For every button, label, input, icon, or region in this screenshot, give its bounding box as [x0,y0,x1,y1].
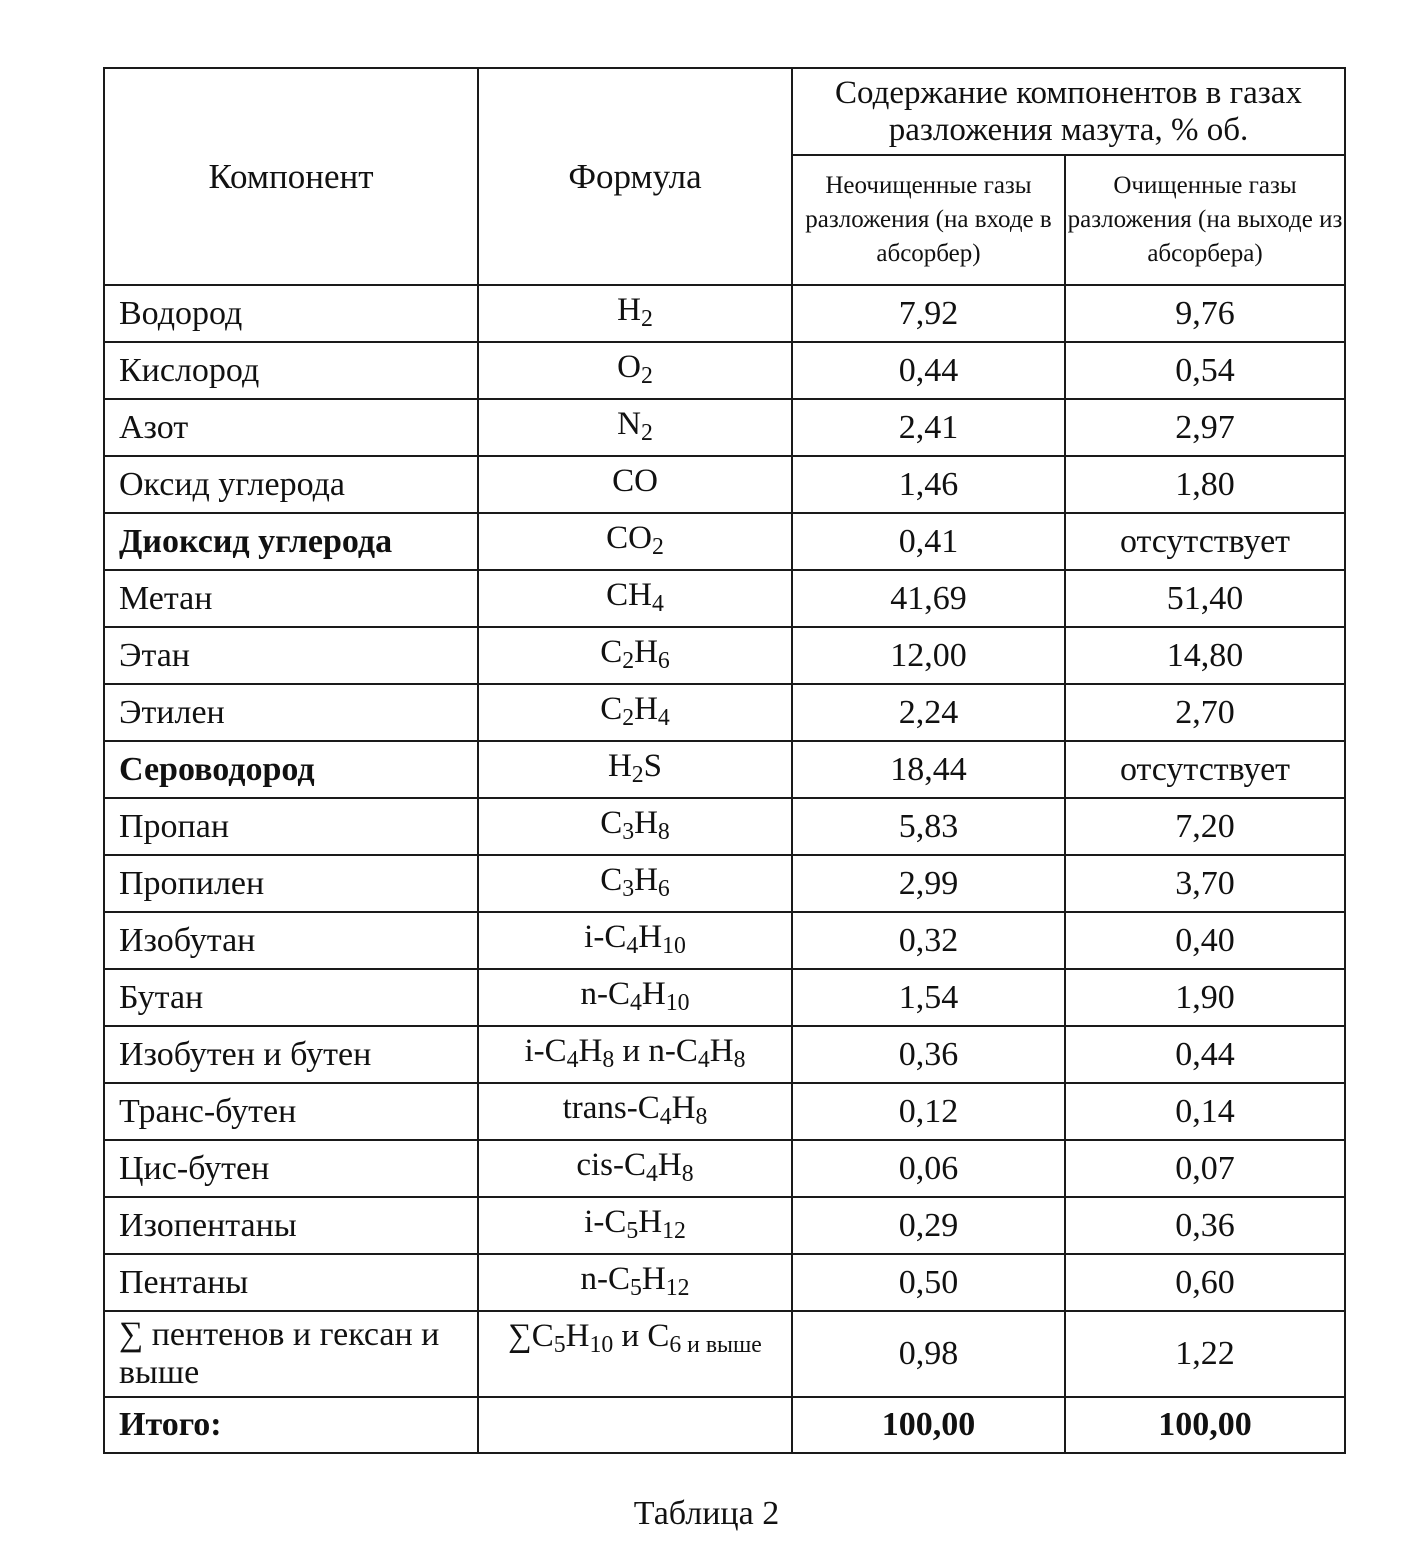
component-formula [478,1083,792,1140]
formula-part: ∑C [508,1318,554,1354]
component-formula [478,741,792,798]
formula-part: 4 [651,590,664,617]
raw-value: 2,24 [792,684,1065,741]
formula-part: n-C [580,1261,631,1297]
formula-part: CO [606,520,652,556]
composition-table [103,67,1346,1454]
formula-part: и n-C [614,1033,698,1069]
formula-part: H [565,1318,590,1354]
table-row [104,1254,1345,1311]
clean-value: 2,70 [1065,684,1345,741]
formula-part: C [600,691,623,727]
component-formula [478,1311,792,1397]
table-row [104,399,1345,456]
formula-part: 4 [659,1103,672,1130]
clean-value: 3,70 [1065,855,1345,912]
formula-part: 5 [553,1331,566,1358]
component-name: ∑ пентенов и гексан и выше [104,1311,478,1397]
raw-value: 5,83 [792,798,1065,855]
formula-part: 5 [630,1274,642,1301]
component-formula [478,1026,792,1083]
component-name: Этилен [104,684,478,741]
clean-value: 9,76 [1065,285,1345,342]
raw-value: 0,41 [792,513,1065,570]
raw-value: 1,54 [792,969,1065,1026]
formula-part: 8 [681,1160,694,1187]
component-name: Азот [104,399,478,456]
table-body [104,285,1345,1453]
component-formula [478,855,792,912]
component-formula [478,798,792,855]
table-row [104,456,1345,513]
formula-part: n-C [580,976,631,1012]
component-name: Бутан [104,969,478,1026]
clean-value: 0,07 [1065,1140,1345,1197]
formula-part: H [638,919,663,955]
formula-part: 6 [657,875,670,902]
formula-part: i-C [584,1204,627,1240]
formula-part: H [634,691,658,727]
component-formula [478,684,792,741]
table-row [104,570,1345,627]
total-raw-value: 100,00 [792,1397,1065,1453]
component-name: Изобутан [104,912,478,969]
formula-part: H [607,748,632,784]
raw-value: 7,92 [792,285,1065,342]
formula-part: H [641,976,666,1012]
component-name: Цис-бутен [104,1140,478,1197]
header-clean-gases: Очищенные газы разложения (на выходе из абсорбера) [1065,155,1345,285]
component-formula [478,1140,792,1197]
formula-part: 12 [665,1274,690,1301]
formula-part: C [600,805,623,841]
formula-part: 4 [697,1046,710,1073]
component-name: Кислород [104,342,478,399]
component-formula [478,1197,792,1254]
component-formula [478,513,792,570]
component-formula [478,969,792,1026]
component-name: Изопентаны [104,1197,478,1254]
table-row [104,285,1345,342]
formula-part: H [671,1090,696,1126]
clean-value: 0,44 [1065,1026,1345,1083]
formula-part: H [641,1261,666,1297]
formula-part: 6 [657,647,670,674]
formula-part: 4 [630,989,642,1016]
component-name: Этан [104,627,478,684]
total-label: Итого: [104,1397,478,1453]
clean-value: 51,40 [1065,570,1345,627]
table-row [104,627,1345,684]
formula-part: 4 [657,704,670,731]
component-formula [478,912,792,969]
formula-part: N [617,406,641,442]
formula-part: 2 [640,419,653,446]
raw-value: 0,50 [792,1254,1065,1311]
clean-value: отсутствует [1065,741,1345,798]
formula-part: H [634,634,658,670]
formula-part: trans-C [562,1090,660,1126]
table-row [104,912,1345,969]
table-row [104,513,1345,570]
table-row [104,1140,1345,1197]
table-row [104,969,1345,1026]
formula-part: 2 [631,761,644,788]
component-name: Пропилен [104,855,478,912]
raw-value: 0,36 [792,1026,1065,1083]
total-formula [478,1397,792,1453]
formula-part: 4 [566,1046,579,1073]
component-formula [478,399,792,456]
component-formula [478,285,792,342]
raw-value: 0,44 [792,342,1065,399]
clean-value: 0,54 [1065,342,1345,399]
formula-part: S [643,748,663,784]
formula-part: 5 [626,1217,639,1244]
raw-value: 2,99 [792,855,1065,912]
formula-part: 6 и выше [669,1331,762,1358]
clean-value: 0,36 [1065,1197,1345,1254]
clean-value: 0,60 [1065,1254,1345,1311]
raw-value: 1,46 [792,456,1065,513]
formula-part: и C [613,1318,670,1354]
raw-value: 0,12 [792,1083,1065,1140]
table-caption: Таблица 2 [633,1495,780,1532]
raw-value: 0,98 [792,1311,1065,1397]
formula-part: 12 [662,1217,686,1244]
clean-value: 1,22 [1065,1311,1345,1397]
clean-value: 14,80 [1065,627,1345,684]
raw-value: 18,44 [792,741,1065,798]
component-name: Метан [104,570,478,627]
component-formula [478,570,792,627]
formula-part: H [578,1033,603,1069]
component-name: Транс-бутен [104,1083,478,1140]
component-name: Диоксид углерода [104,513,478,570]
formula-part: 8 [695,1103,708,1130]
formula-part: i-C [584,919,627,955]
formula-part: H [638,1204,663,1240]
formula-part: 2 [651,533,664,560]
component-name: Пропан [104,798,478,855]
formula-part: CH [606,577,652,613]
header-content-group: Содержание компонентов в газах разложения мазута, % об. [792,68,1345,155]
raw-value: 0,06 [792,1140,1065,1197]
clean-value: 7,20 [1065,798,1345,855]
table-row [104,741,1345,798]
formula-part: H [634,862,658,898]
formula-part: 3 [622,875,635,902]
formula-part: O [617,349,641,385]
formula-part: 8 [657,818,670,845]
header-raw-gases: Неочищенные газы разложения (на входе в абсорбер) [792,155,1065,285]
formula-part: 2 [622,647,635,674]
component-formula [478,1254,792,1311]
formula-part: 4 [646,1160,658,1187]
table-row [104,342,1345,399]
formula-part: C [600,862,623,898]
table-row [104,1197,1345,1254]
clean-value: 0,40 [1065,912,1345,969]
table-row [104,684,1345,741]
clean-value: отсутствует [1065,513,1345,570]
component-name: Пентаны [104,1254,478,1311]
formula-part: 8 [733,1046,746,1073]
total-row [104,1397,1345,1453]
formula-part: 2 [640,305,653,332]
formula-part: H [634,805,658,841]
raw-value: 41,69 [792,570,1065,627]
total-clean-value: 100,00 [1065,1397,1345,1453]
table-row [104,1083,1345,1140]
table-row [104,1311,1345,1397]
formula-part: i-C [524,1033,567,1069]
component-name: Водород [104,285,478,342]
formula-part: 3 [622,818,635,845]
raw-value: 0,29 [792,1197,1065,1254]
table-row [104,855,1345,912]
formula-part: 10 [665,989,690,1016]
formula-part: 4 [626,932,639,959]
raw-value: 0,32 [792,912,1065,969]
header-formula: Формула [478,68,792,285]
formula-part: 2 [622,704,635,731]
formula-part: CO [612,463,658,499]
formula-part: H [617,292,641,328]
formula-part: 2 [640,362,653,389]
component-name: Оксид углерода [104,456,478,513]
header-component: Компонент [104,68,478,285]
clean-value: 2,97 [1065,399,1345,456]
component-formula [478,342,792,399]
formula-part: 10 [662,932,686,959]
clean-value: 1,90 [1065,969,1345,1026]
formula-part: 8 [602,1046,615,1073]
component-name: Изобутен и бутен [104,1026,478,1083]
formula-part: H [657,1147,682,1183]
clean-value: 0,14 [1065,1083,1345,1140]
formula-part: C [600,634,623,670]
component-formula [478,627,792,684]
table-row [104,798,1345,855]
formula-part: cis-C [576,1147,647,1183]
table-row [104,1026,1345,1083]
component-name: Сероводород [104,741,478,798]
raw-value: 2,41 [792,399,1065,456]
component-formula [478,456,792,513]
formula-part: 10 [589,1331,614,1358]
raw-value: 12,00 [792,627,1065,684]
formula-part: H [709,1033,734,1069]
clean-value: 1,80 [1065,456,1345,513]
